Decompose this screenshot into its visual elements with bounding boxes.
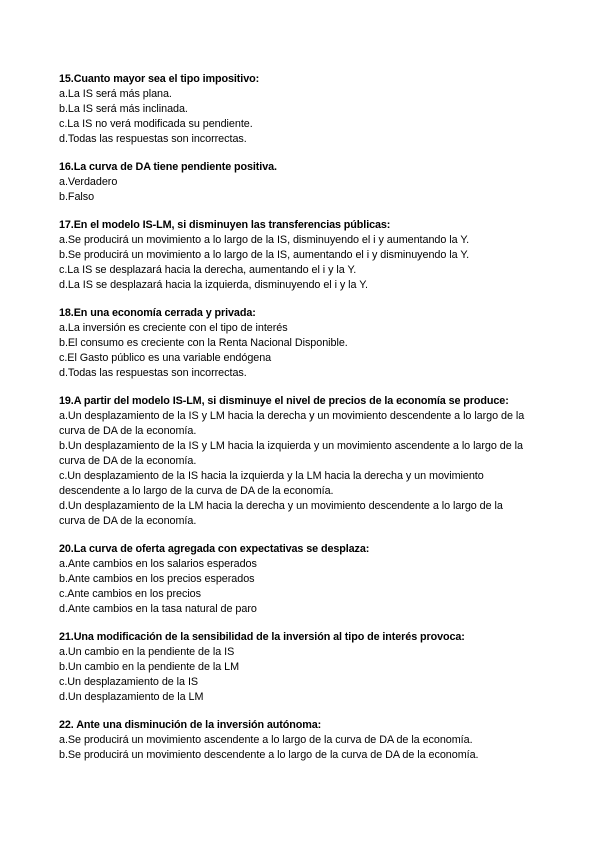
answer-option: b.Se producirá un movimiento a lo largo de la IS, aumentando el i y disminuyendo la Y.: [59, 249, 470, 261]
question-21: [59, 630, 529, 705]
answer-option: d.Un desplazamiento de la LM hacia la derecha y un movimiento descendente a lo largo de la curva de DA de la economía.: [59, 500, 503, 527]
answer-option: b.Un cambio en la pendiente de la LM: [59, 661, 240, 673]
answer-option: a.Se producirá un movimiento a lo largo de la IS, disminuyendo el i y aumentando la Y.: [59, 234, 470, 246]
answer-option: b.Falso: [59, 191, 95, 203]
answer-option: a.La IS será más plana.: [59, 88, 172, 100]
answer-option: d.Ante cambios en la tasa natural de paro: [59, 603, 257, 615]
answer-option: b.El consumo es creciente con la Renta Nacional Disponible.: [59, 337, 348, 349]
answer-option: a.Verdadero: [59, 176, 118, 188]
question-16: [59, 160, 529, 205]
answer-option: b.Se producirá un movimiento descendente a lo largo de la curva de DA de la economía.: [59, 749, 479, 761]
answer-option: c.El Gasto público es una variable endógena: [59, 352, 272, 364]
answer-option: b.Ante cambios en los precios esperados: [59, 573, 255, 585]
answer-option: d.Todas las respuestas son incorrectas.: [59, 133, 247, 145]
answer-option: a.Un desplazamiento de la IS y LM hacia la derecha y un movimiento descendente a lo largo de la curva de DA de la economía.: [59, 410, 525, 437]
answer-option: a.La inversión es creciente con el tipo de interés: [59, 322, 288, 334]
question-15: [59, 72, 529, 147]
question-18: [59, 306, 529, 381]
question-17: [59, 218, 529, 293]
question-title: 18.En una economía cerrada y privada:: [59, 307, 256, 319]
answer-option: c.Un desplazamiento de la IS: [59, 676, 199, 688]
question-20: [59, 542, 529, 617]
question-title: 19.A partir del modelo IS-LM, si disminuye el nivel de precios de la economía se produce:: [59, 395, 509, 407]
question-19: [59, 394, 529, 529]
question-title: 22. Ante una disminución de la inversión autónoma:: [59, 719, 322, 731]
question-22: [59, 718, 529, 763]
answer-option: c.La IS se desplazará hacia la derecha, aumentando el i y la Y.: [59, 264, 357, 276]
answer-option: c.La IS no verá modificada su pendiente.: [59, 118, 253, 130]
answer-option: c.Un desplazamiento de la IS hacia la izquierda y la LM hacia la derecha y un movimiento descendente a lo largo de la curva de DA de la economía.: [59, 470, 484, 497]
answer-option: d.Todas las respuestas son incorrectas.: [59, 367, 247, 379]
question-title: 17.En el modelo IS-LM, si disminuyen las transferencias públicas:: [59, 219, 391, 231]
answer-option: a.Un cambio en la pendiente de la IS: [59, 646, 235, 658]
document-page: [59, 72, 529, 776]
answer-option: b.La IS será más inclinada.: [59, 103, 188, 115]
answer-option: d.La IS se desplazará hacia la izquierda, disminuyendo el i y la Y.: [59, 279, 368, 291]
answer-option: a.Ante cambios en los salarios esperados: [59, 558, 257, 570]
answer-option: d.Un desplazamiento de la LM: [59, 691, 204, 703]
question-title: 15.Cuanto mayor sea el tipo impositivo:: [59, 73, 260, 85]
question-title: 21.Una modificación de la sensibilidad de la inversión al tipo de interés provoca:: [59, 631, 465, 643]
question-title: 20.La curva de oferta agregada con expectativas se desplaza:: [59, 543, 370, 555]
answer-option: b.Un desplazamiento de la IS y LM hacia la izquierda y un movimiento ascendente a lo largo de la curva de DA de la economía.: [59, 440, 523, 467]
answer-option: a.Se producirá un movimiento ascendente a lo largo de la curva de DA de la economía.: [59, 734, 473, 746]
question-title: 16.La curva de DA tiene pendiente positiva.: [59, 161, 277, 173]
answer-option: c.Ante cambios en los precios: [59, 588, 201, 600]
